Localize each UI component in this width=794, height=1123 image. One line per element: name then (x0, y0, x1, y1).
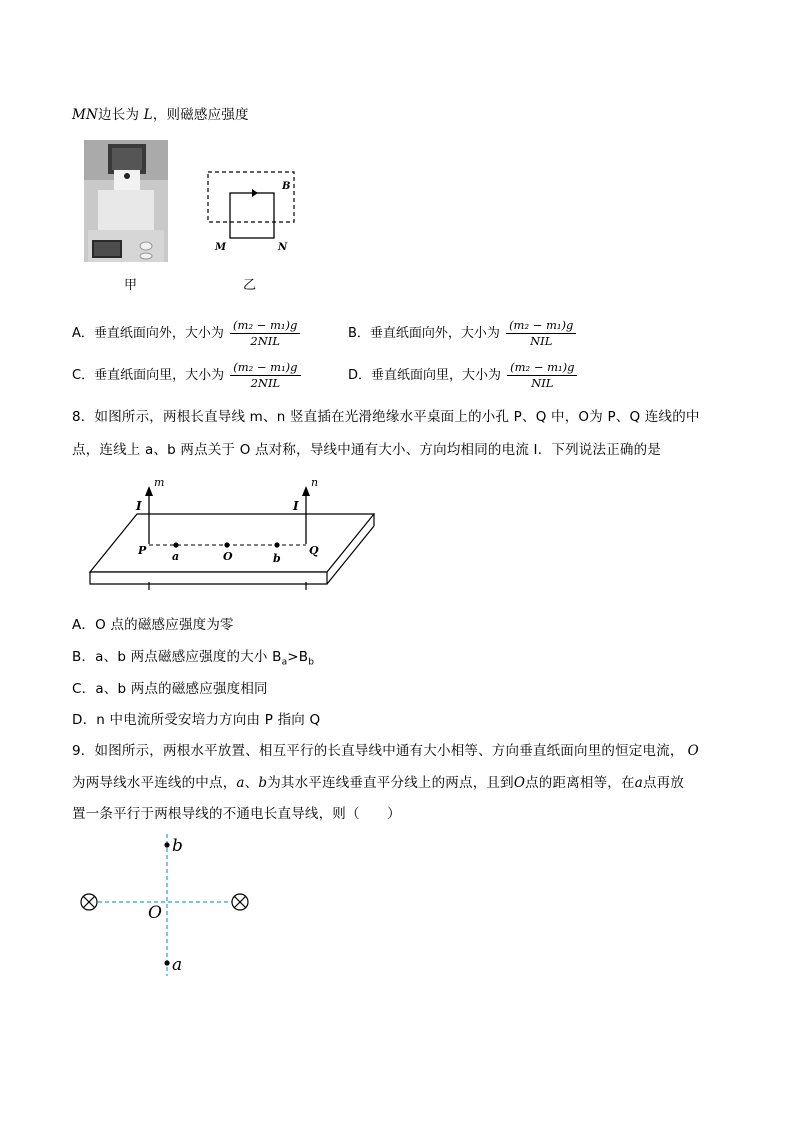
q8-table-front (90, 572, 327, 584)
q8-label-O: O (223, 550, 233, 563)
q8-option-b[interactable]: B．a、b 两点磁感应强度的大小 $B_a>B_b$ (72, 649, 315, 668)
q8-stem-line1: 8．如图所示，两根长直导线 m、n 竖直插在光滑绝缘水平桌面上的小孔 P、Q 中，O为 P、Q 连线的中 (72, 409, 700, 425)
q8-label-a: a (172, 550, 180, 563)
figure-jia-label: 甲 (124, 278, 138, 293)
yi-coil (230, 193, 274, 238)
figure-yi-label: 乙 (243, 278, 257, 293)
q9-point-b (164, 842, 169, 847)
q8-stem-line2: 点，连线上 a、b 两点关于 O 点对称，导线中通有大小、方向均相同的电流 I．下列说法正确的是 (72, 442, 662, 458)
intro-line (72, 103, 249, 123)
yi-label-M: M (215, 242, 227, 253)
q8-label-b: b (273, 552, 281, 565)
q8-label-n: n (311, 476, 319, 489)
yi-current-arrow (252, 189, 258, 197)
figure-jia-photo (84, 140, 168, 262)
q8-option-c[interactable]: C．a、b 两点的磁感应强度相同 (72, 681, 268, 697)
q9-stem-line2: 为两导线水平连线的中点，a、b为其水平连线垂直平分线上的两点，且到O点的距离相等，在a点再放 (72, 775, 685, 791)
q8-label-I1: I (136, 499, 142, 513)
intro-L: L (143, 107, 153, 123)
q8-option-d[interactable]: D．n 中电流所受安培力方向由 P 指向 Q (72, 712, 321, 728)
q8-label-I2: I (293, 499, 299, 513)
q9-label-O: O (148, 903, 162, 923)
intro-mn: MN (72, 107, 99, 123)
q8-label-Q: Q (309, 544, 319, 557)
q7-option-d[interactable]: D．垂直纸面向里，大小为 $\frac{\text{(m₂ − m₁)g}}{\text{NIL}}$ (348, 360, 577, 391)
q8-label-P: P (138, 544, 147, 557)
q7-option-c[interactable]: C．垂直纸面向里，大小为 $\frac{\text{(m₂ − m₁)g}}{\text{2NIL}}$ (72, 360, 301, 391)
q9-stem-line3: 置一条平行于两根导线的不通电长直导线，则（ ） (72, 806, 401, 822)
q9-wire-right-into-page-icon (232, 894, 248, 910)
yi-label-B: B (282, 181, 291, 192)
q9-stem-line1: 9．如图所示，两根水平放置、相互平行的长直导线中通有大小相等、方向垂直纸面向里的恒定电流， O (72, 743, 699, 759)
q9-label-a: a (172, 955, 183, 975)
yi-field-region (208, 172, 294, 222)
q8-figure (84, 474, 380, 594)
q7-option-a[interactable]: A．垂直纸面向外，大小为 $\frac{\text{(m₂ − m₁)g}}{\text{2NIL}}$ (72, 318, 300, 349)
q7-option-b[interactable]: B．垂直纸面向外，大小为 $\frac{\text{(m₂ − m₁)g}}{\text{NIL}}$ (348, 318, 576, 349)
q9-label-b: b (172, 836, 183, 856)
q9-wire-left-into-page-icon (81, 894, 97, 910)
figure-yi-diagram (200, 166, 310, 258)
q9-point-a (164, 960, 169, 965)
q8-option-a[interactable]: A．O 点的磁感应强度为零 (72, 617, 234, 633)
intro-text: 边长为 (98, 107, 140, 123)
intro-tail: ，则磁感应强度 (152, 107, 249, 123)
q9-figure (72, 830, 272, 980)
yi-label-N: N (278, 242, 288, 253)
q8-table-top (90, 514, 374, 572)
q8-label-m: m (154, 476, 165, 489)
